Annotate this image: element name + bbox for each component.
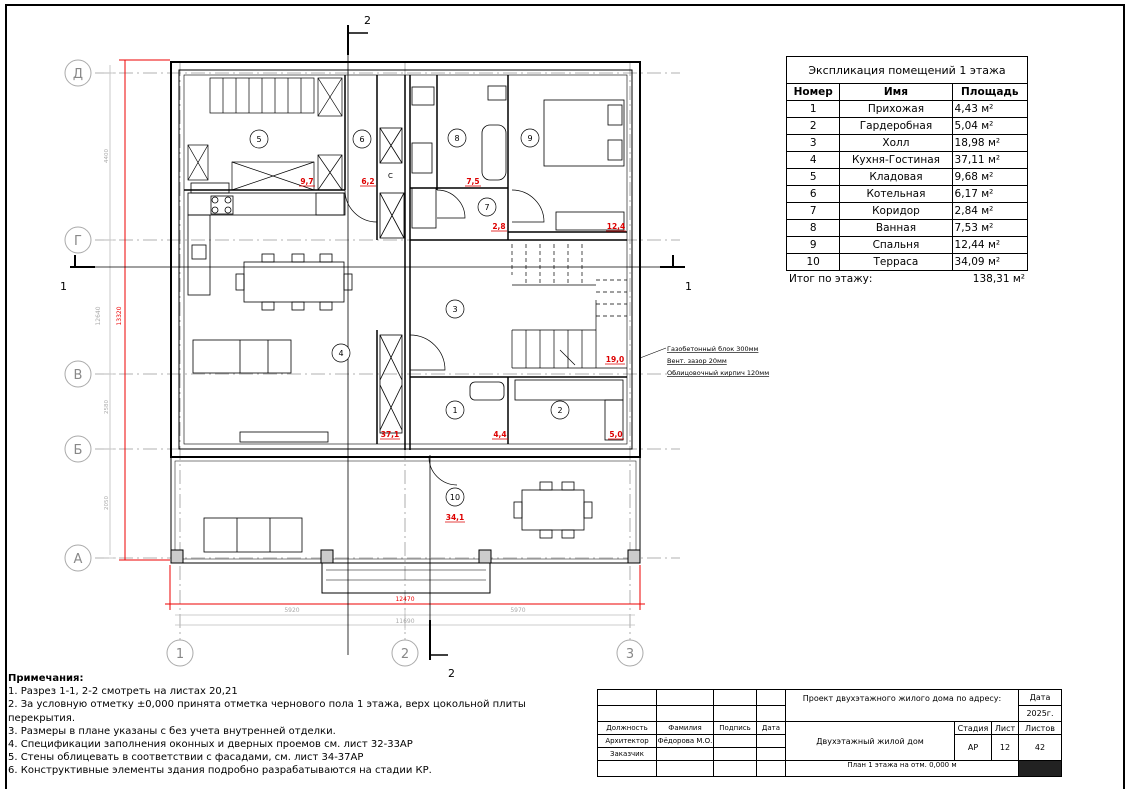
- inner-dimension-lines: [104, 65, 635, 630]
- row-number: 3: [787, 135, 840, 152]
- row-number: 7: [787, 203, 840, 220]
- wall-legend: [667, 345, 769, 377]
- axis-letter-bubbles: [65, 60, 91, 571]
- room-area-3: 19,0: [605, 355, 625, 364]
- kitchen: [188, 183, 352, 442]
- row-area: 5,04 м²: [952, 118, 1027, 135]
- row-name: Гардеробная: [840, 118, 952, 135]
- room-marker-4: 4: [338, 349, 344, 358]
- note-text: Размеры в плане указаны с без учета внутренней отделки.: [20, 725, 336, 737]
- total-label: Итог по этажу:: [789, 273, 873, 285]
- customer-label: Заказчик: [598, 748, 657, 761]
- table-row: [787, 135, 1028, 152]
- room-marker-9: 9: [527, 134, 533, 143]
- door-swings: [345, 190, 544, 485]
- row-name: Коридор: [840, 203, 952, 220]
- dim-left-horizontal: 5920: [284, 607, 300, 614]
- sheet-value: 12: [992, 735, 1019, 761]
- row-area: 7,53 м²: [952, 220, 1027, 237]
- note-item: [8, 725, 588, 738]
- note-item: [8, 751, 588, 764]
- sheet-title: План 1 этажа на отм. 0,000 м: [786, 761, 1019, 777]
- note-item: [8, 738, 588, 751]
- room-area-2: 5,0: [609, 430, 623, 439]
- row-area: 37,11 м²: [952, 152, 1027, 169]
- axis-letter-g: Г: [74, 234, 82, 249]
- row-number: 8: [787, 220, 840, 237]
- room-area-9: 12,4: [606, 222, 626, 231]
- interior-walls: [184, 75, 627, 450]
- terrace: [171, 457, 640, 593]
- wall-legend-3: Облицовочный кирпич 120мм: [667, 369, 770, 377]
- date-value: 2025г.: [1019, 706, 1062, 722]
- table-row: [787, 101, 1028, 118]
- row-area: 6,17 м²: [952, 186, 1027, 203]
- row-name: Спальня: [840, 237, 952, 254]
- dim-inner-horizontal: 11690: [395, 618, 415, 625]
- architect-label: Архитектор: [598, 735, 657, 748]
- dim-total-vertical: 13320: [116, 306, 123, 326]
- row-number: 6: [787, 186, 840, 203]
- wall-legend-2: Вент. зазор 20мм: [667, 357, 727, 365]
- room-marker-8: 8: [454, 134, 460, 143]
- row-name: Холл: [840, 135, 952, 152]
- sheets-value: 42: [1019, 735, 1062, 761]
- explication-header-name: Имя: [840, 84, 952, 101]
- table-row: [787, 237, 1028, 254]
- row-number: 9: [787, 237, 840, 254]
- date-label: Дата: [1019, 690, 1062, 706]
- table-row: [787, 169, 1028, 186]
- table-row: [787, 220, 1028, 237]
- stage-value: АР: [955, 735, 992, 761]
- row-number: 4: [787, 152, 840, 169]
- row-name: Кухня-Гостиная: [840, 152, 952, 169]
- row-area: 34,09 м²: [952, 254, 1027, 271]
- note-number: 4.: [8, 739, 18, 751]
- signature-label: Подпись: [714, 722, 757, 735]
- table-row: [787, 254, 1028, 271]
- room-marker-7: 7: [484, 203, 490, 212]
- stage-label: Стадия: [955, 722, 992, 735]
- dim-d2: 2580: [104, 400, 110, 414]
- sheet-label: Лист: [992, 722, 1019, 735]
- note-text: Конструктивные элементы здания подробно разрабатываются на стадии КР.: [20, 765, 432, 777]
- row-number: 2: [787, 118, 840, 135]
- room-area-8: 7,5: [466, 177, 480, 186]
- row-area: 18,98 м²: [952, 135, 1027, 152]
- note-text: За условную отметку ±0,000 принята отметка чернового пола 1 этажа, верх цокольной плиты перекрытия.: [8, 699, 526, 724]
- axis-letter-v: В: [73, 368, 83, 383]
- title-block: [597, 689, 1062, 777]
- row-name: Котельная: [840, 186, 952, 203]
- explication-header-area: Площадь: [952, 84, 1027, 101]
- axis-letter-d: Д: [72, 67, 84, 82]
- wall-legend-1: Газобетонный блок 300мм: [667, 345, 759, 353]
- logo-block: [1019, 761, 1062, 777]
- table-row: [787, 118, 1028, 135]
- total-value: 138,31 м²: [972, 273, 1025, 285]
- room-marker-1: 1: [452, 406, 458, 415]
- note-number: 6.: [8, 765, 18, 777]
- dim-inner-vertical: 12640: [95, 306, 102, 326]
- room-area-5: 9,7: [300, 177, 314, 186]
- note-number: 3.: [8, 725, 18, 737]
- axis-letter-a: А: [73, 552, 83, 567]
- row-name: Кладовая: [840, 169, 952, 186]
- note-number: 5.: [8, 752, 18, 764]
- bath-bedroom-furniture: [380, 86, 624, 440]
- room-area-1: 4,4: [493, 430, 507, 439]
- room-marker-5: 5: [256, 135, 262, 144]
- note-number: 2.: [8, 699, 18, 711]
- note-item: [8, 685, 588, 698]
- terrace-furniture: [204, 482, 592, 552]
- architect-name: Фёдорова М.О.: [657, 735, 714, 748]
- stairs: [188, 78, 627, 368]
- room-explication-table: [786, 56, 1028, 271]
- note-number: 1.: [8, 686, 18, 698]
- notes-title: Примечания:: [8, 673, 84, 684]
- row-area: 2,84 м²: [952, 203, 1027, 220]
- dim-total-horizontal: 12470: [395, 596, 415, 603]
- row-number: 1: [787, 101, 840, 118]
- row-number: 10: [787, 254, 840, 271]
- dim-d4: 2050: [104, 496, 110, 510]
- axis-number-1: 1: [175, 647, 185, 662]
- row-name: Терраса: [840, 254, 952, 271]
- axis-number-2: 2: [400, 647, 410, 662]
- surname-label: Фамилия: [657, 722, 714, 735]
- explication-title: Экспликация помещений 1 этажа: [787, 57, 1028, 84]
- section-mark-bottom: 2: [448, 667, 455, 680]
- row-area: 9,68 м²: [952, 169, 1027, 186]
- room-marker-3: 3: [452, 305, 458, 314]
- section-mark-left: 1: [60, 280, 67, 293]
- explication-header-number: Номер: [787, 84, 840, 101]
- note-text: Разрез 1-1, 2-2 смотреть на листах 20,21: [20, 686, 238, 698]
- position-label: Должность: [598, 722, 657, 735]
- room-area-4: 37,1: [380, 430, 400, 439]
- note-text: Спецификации заполнения оконных и дверных проемов см. лист 32-33АР: [20, 739, 413, 751]
- room-area-6: 6,2: [361, 177, 375, 186]
- room-marker-10: 10: [449, 493, 461, 502]
- note-item: [8, 698, 588, 724]
- notes-block: [8, 672, 588, 778]
- explication-total: [789, 273, 1025, 285]
- project-name: Проект двухэтажного жилого дома по адресу:: [786, 690, 1019, 722]
- row-area: 12,44 м²: [952, 237, 1027, 254]
- dim-right-horizontal: 5970: [510, 607, 526, 614]
- axis-number-3: 3: [625, 647, 635, 662]
- note-item: [8, 764, 588, 777]
- row-area: 4,43 м²: [952, 101, 1027, 118]
- row-number: 5: [787, 169, 840, 186]
- table-row: [787, 203, 1028, 220]
- sheets-label: Листов: [1019, 722, 1062, 735]
- room-area-10: 34,1: [445, 513, 465, 522]
- dim-d1: 4400: [104, 149, 110, 163]
- section-mark-top: 2: [364, 14, 371, 27]
- section-mark-right: 1: [685, 280, 692, 293]
- date-column-label: Дата: [757, 722, 786, 735]
- note-text: Стены облицевать в соответствии с фасадами, см. лист 34-37АР: [20, 752, 364, 764]
- room-marker-6: 6: [359, 135, 365, 144]
- building-name: Двухэтажный жилой дом: [786, 722, 955, 761]
- table-row: [787, 186, 1028, 203]
- row-name: Ванная: [840, 220, 952, 237]
- room-area-7: 2,8: [492, 222, 506, 231]
- room-marker-2: 2: [557, 406, 563, 415]
- table-row: [787, 152, 1028, 169]
- axis-letter-b: Б: [73, 443, 83, 458]
- axis-number-bubbles: [167, 640, 643, 666]
- boiler-label: С: [388, 172, 393, 180]
- row-name: Прихожая: [840, 101, 952, 118]
